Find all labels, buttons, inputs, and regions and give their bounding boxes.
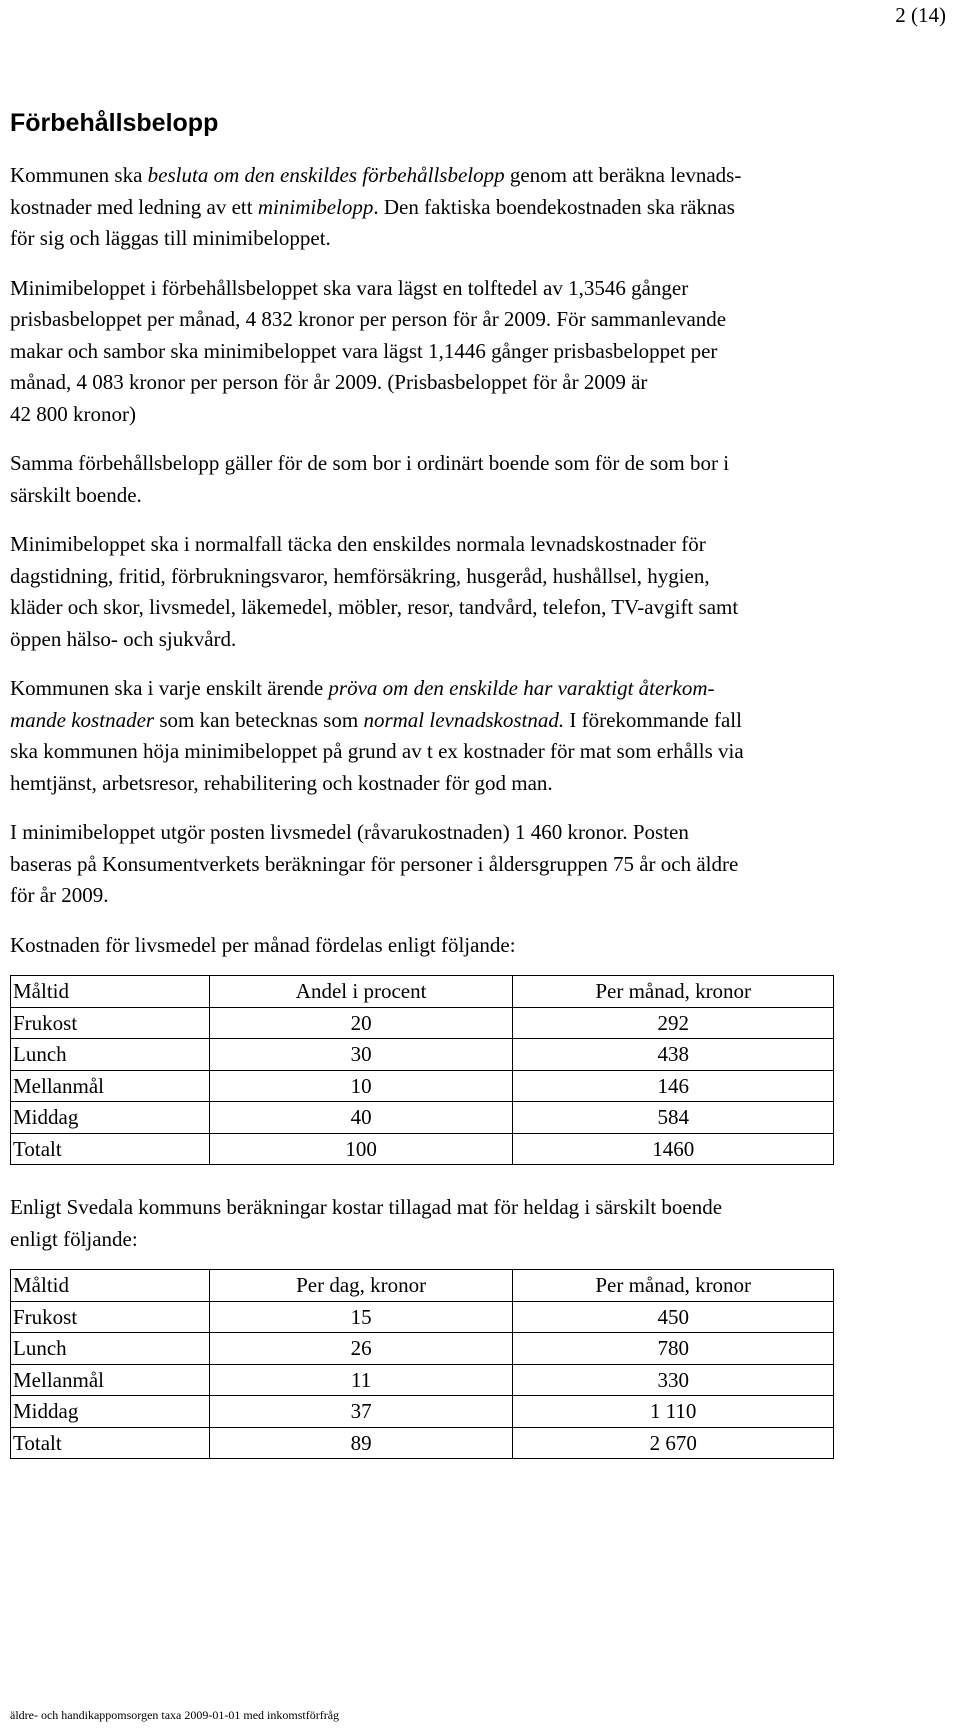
- paragraph-table1-intro: Kostnaden för livsmedel per månad fördelas enligt följande:: [10, 932, 516, 957]
- table-row: [11, 1007, 834, 1039]
- text-run: som kan betecknas som: [154, 707, 364, 732]
- table-cell: 330: [513, 1364, 834, 1396]
- table-cell: 30: [209, 1039, 513, 1071]
- table-cell: Totalt: [11, 1427, 210, 1459]
- table-cell: 20: [209, 1007, 513, 1039]
- text-line: öppen hälso- och sjukvård.: [10, 626, 237, 651]
- table-header-row: [11, 1270, 834, 1302]
- table-row-total: [11, 1427, 834, 1459]
- table-cell: 15: [209, 1301, 513, 1333]
- table-cell: 292: [513, 1007, 834, 1039]
- table-row: [11, 1364, 834, 1396]
- table-cell: 40: [209, 1102, 513, 1134]
- page-footer: äldre- och handikappomsorgen taxa 2009-01-01 med inkomstförfråg: [10, 1708, 340, 1722]
- text-run: I förekommande fall: [564, 707, 742, 732]
- table-cell: 100: [209, 1133, 513, 1165]
- table-row-total: [11, 1133, 834, 1165]
- table-row: [11, 1301, 834, 1333]
- table-cell: 450: [513, 1301, 834, 1333]
- table-cell: Lunch: [11, 1039, 210, 1071]
- table-cell: 584: [513, 1102, 834, 1134]
- table-header-cell: Måltid: [11, 1270, 210, 1302]
- table-cell: Lunch: [11, 1333, 210, 1365]
- text-run: . Den faktiska boendekostnaden ska räknas: [373, 194, 735, 219]
- text-run: hemtjänst, arbetsresor, rehabilitering och kostnader för god man.: [10, 770, 553, 795]
- paragraph-assessment: [10, 673, 940, 799]
- emphasis-text: mande kostnader: [10, 707, 155, 732]
- text-line: 42 800 kronor): [10, 401, 136, 426]
- paragraph-same-amount: [10, 448, 940, 511]
- table-header-row: [11, 976, 834, 1008]
- table-cell: Frukost: [11, 1301, 210, 1333]
- paragraph-living-costs: [10, 529, 940, 655]
- text-run: Kommunen ska i varje enskilt ärende: [10, 676, 329, 700]
- table-cell: 1 110: [513, 1396, 834, 1428]
- table-food-distribution: [10, 975, 834, 1165]
- table-cell: 438: [513, 1039, 834, 1071]
- table-cell: 26: [209, 1333, 513, 1365]
- table-cell: Middag: [11, 1396, 210, 1428]
- emphasis-text: besluta om den enskildes förbehållsbelopp: [147, 163, 505, 187]
- emphasis-text: normal levnadskostnad.: [363, 707, 565, 732]
- text-line: Minimibeloppet i förbehållsbeloppet ska vara lägst en tolftedel av 1,3546 gånger: [10, 275, 689, 300]
- text-line: Samma förbehållsbelopp gäller för de som bor i ordinärt boende som för de som bor i: [10, 451, 730, 475]
- paragraph-intro: [10, 160, 940, 255]
- table-header-cell: Per månad, kronor: [513, 976, 834, 1008]
- table-cell: 37: [209, 1396, 513, 1428]
- table-cell: 10: [209, 1070, 513, 1102]
- table-prepared-food: [10, 1269, 834, 1459]
- table-cell: Mellanmål: [11, 1364, 210, 1396]
- table-header-cell: Per månad, kronor: [513, 1270, 834, 1302]
- page-number: 2 (14): [895, 3, 946, 27]
- table-row: [11, 1070, 834, 1102]
- table-cell: Middag: [11, 1102, 210, 1134]
- table-cell: 2 670: [513, 1427, 834, 1459]
- text-line: för år 2009.: [10, 883, 109, 907]
- paragraph-table2-intro: [10, 1192, 940, 1255]
- text-run: för sig och läggas till minimibeloppet.: [10, 226, 331, 250]
- table-row: [11, 1102, 834, 1134]
- table-cell: 146: [513, 1070, 834, 1102]
- emphasis-text: pröva om den enskilde har varaktigt återkom-: [328, 676, 715, 700]
- document-body: [10, 106, 940, 1486]
- emphasis-text: minimibelopp: [257, 194, 374, 219]
- table-row: [11, 1333, 834, 1365]
- table-header-cell: Måltid: [11, 976, 210, 1008]
- text-line: dagstidning, fritid, förbrukningsvaror, hemförsäkring, husgeråd, hushållsel, hygien,: [10, 563, 710, 588]
- table-cell: Totalt: [11, 1133, 210, 1165]
- text-run: Kommunen ska: [10, 163, 148, 187]
- text-line: särskilt boende.: [10, 482, 142, 507]
- paragraph-minimum-amount: [10, 273, 940, 431]
- table-cell: 1460: [513, 1133, 834, 1165]
- table-cell: 89: [209, 1427, 513, 1459]
- table-cell: 780: [513, 1333, 834, 1365]
- text-line: prisbasbeloppet per månad, 4 832 kronor per person för år 2009. För sammanlevande: [10, 307, 727, 331]
- text-line: Minimibeloppet ska i normalfall täcka den enskildes normala levnadskostnader för: [10, 532, 706, 556]
- text-line: I minimibeloppet utgör posten livsmedel (råvarukostnaden) 1 460 kronor. Posten: [10, 820, 689, 844]
- table-cell: Mellanmål: [11, 1070, 210, 1102]
- table-row: [11, 1039, 834, 1071]
- table-cell: Frukost: [11, 1007, 210, 1039]
- table-header-cell: Per dag, kronor: [209, 1270, 513, 1302]
- text-run: genom att beräkna levnads-: [504, 163, 742, 187]
- text-run: kostnader med ledning av ett: [10, 194, 258, 219]
- text-line: enligt följande:: [10, 1226, 138, 1251]
- table-header-cell: Andel i procent: [209, 976, 513, 1008]
- text-line: makar och sambor ska minimibeloppet vara lägst 1,1446 gånger prisbasbeloppet per: [10, 338, 718, 363]
- text-line: månad, 4 083 kronor per person för år 2009. (Prisbasbeloppet för år 2009 är: [10, 370, 648, 394]
- paragraph-food-cost: [10, 817, 940, 912]
- table-cell: 11: [209, 1364, 513, 1396]
- text-run: ska kommunen höja minimibeloppet på grund av t ex kostnader för mat som erhålls via: [10, 739, 744, 763]
- text-line: baseras på Konsumentverkets beräkningar för personer i åldersgruppen 75 år och äldre: [10, 851, 739, 876]
- table-row: [11, 1396, 834, 1428]
- text-line: Enligt Svedala kommuns beräkningar kostar tillagad mat för heldag i särskilt boende: [10, 1195, 723, 1219]
- text-line: kläder och skor, livsmedel, läkemedel, möbler, resor, tandvård, telefon, TV-avgift samt: [10, 595, 739, 619]
- page-title: Förbehållsbelopp: [10, 109, 219, 137]
